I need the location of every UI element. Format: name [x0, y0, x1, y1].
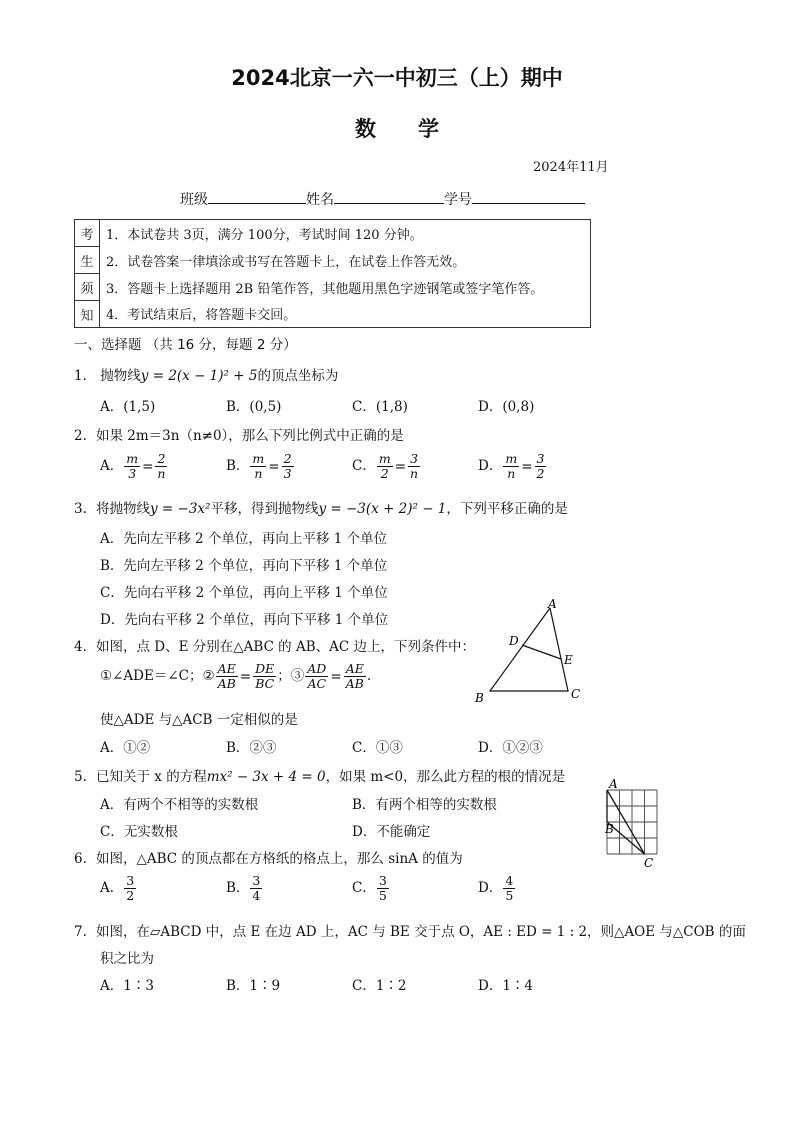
section-title: 一、选择题 （共 16 分，每题 2 分）: [74, 337, 297, 353]
question-number: 1.: [74, 368, 87, 384]
q7-option-b[interactable]: B．1∶9: [226, 978, 281, 994]
question-2: [74, 424, 404, 444]
notice-rule: 4．考试结束后，将答题卡交回。: [100, 301, 591, 328]
student-info-row: [180, 189, 585, 209]
q5-option-c[interactable]: C．无实数根: [100, 824, 178, 840]
q6-option-b[interactable]: B． $\frac{3}{4}$: [226, 873, 261, 903]
question-number: 5.: [74, 769, 87, 785]
q4-option-a[interactable]: A．①②: [100, 740, 151, 756]
q5-option-b[interactable]: B．有两个相等的实数根: [352, 797, 497, 813]
q1-option-c[interactable]: C．(1,8): [352, 399, 408, 415]
question-number: 7.: [74, 924, 87, 940]
q6-option-c[interactable]: C． $\frac{3}{5}$: [352, 873, 387, 903]
label-a: A: [609, 777, 618, 791]
q6-option-d[interactable]: D． $\frac{4}{5}$: [478, 873, 514, 903]
question-text: 积之比为: [100, 951, 154, 967]
exam-notice-box: [74, 219, 591, 328]
label-d: D: [509, 634, 519, 648]
q2-option-c[interactable]: C． $\frac{m}{2}$ = $\frac{3}{n}$: [352, 451, 419, 481]
notice-rule: 2．试卷答案一律填涂或书写在答题卡上，在试卷上作答无效。: [100, 247, 591, 274]
question-4: [74, 635, 475, 655]
question-number: 6.: [74, 851, 87, 867]
question-text: 如图，△ABC 的顶点都在方格纸的格点上，那么 sinA 的值为: [96, 851, 463, 867]
grid-lines: [607, 790, 657, 854]
question-1: [74, 364, 338, 384]
notice-side-char: 生: [75, 247, 100, 274]
notice-side-char: 考: [75, 220, 100, 247]
q5-option-a[interactable]: A．有两个不相等的实数根: [100, 797, 259, 813]
math-expression: y = 2(x − 1)² + 5: [140, 368, 258, 384]
q4-conditions: ①∠ADE＝∠C；② $\frac{AE}{AB}$ = $\frac{DE}{BC}$ ；③ $\frac{AD}{AC}$ = $\frac{AE}{AB}$ .: [100, 661, 372, 691]
exam-title: 2024北京一六一中初三（上）期中: [231, 66, 563, 90]
notice-rule: 3．答题卡上选择题用 2B 铅笔作答，其他题用黑色字迹钢笔或签字笔作答。: [100, 274, 591, 301]
q2-option-d[interactable]: D． $\frac{m}{n}$ = $\frac{3}{2}$: [478, 451, 545, 481]
q1-option-d[interactable]: D．(0,8): [478, 399, 535, 415]
label-c: C: [644, 856, 654, 868]
q4-option-b[interactable]: B．②③: [226, 740, 277, 756]
question-text: 如图，在▱ABCD 中，点 E 在边 AD 上，AC 与 BE 交于点 O，AE : ED = 1 : 2，则△AOE 与△COB 的面: [96, 924, 746, 940]
name-label: 姓名: [306, 192, 334, 208]
q3-option-c[interactable]: C．先向右平移 2 个单位，再向上平移 1 个单位: [100, 585, 388, 601]
q2-option-a[interactable]: A． $\frac{m}{3}$ = $\frac{2}{n}$: [100, 451, 166, 481]
q1-option-b[interactable]: B．(0,5): [226, 399, 282, 415]
q7-option-c[interactable]: C．1∶2: [352, 978, 407, 994]
label-e: E: [564, 653, 573, 667]
label-b: B: [605, 822, 614, 836]
question-text: 的顶点坐标为: [257, 368, 339, 384]
id-label: 学号: [444, 192, 472, 208]
question-6: [74, 847, 463, 867]
q5-option-d[interactable]: D．不能确定: [352, 824, 431, 840]
q6-grid-figure: [600, 776, 665, 868]
class-field[interactable]: [208, 189, 306, 204]
question-5: 5. 已知关于 x 的方程mx² − 3x + 4 = 0，如果 m<0，那么此方程的根的情况是: [74, 769, 566, 785]
question-number: 2.: [74, 428, 87, 444]
label-b: B: [475, 691, 484, 705]
class-label: 班级: [180, 192, 208, 208]
q4-option-c[interactable]: C．①③: [352, 740, 403, 756]
question-number: 4.: [74, 639, 87, 655]
segment-de: [522, 645, 561, 659]
q7-option-d[interactable]: D．1∶4: [478, 978, 534, 994]
question-text: 使△ADE 与△ACB 一定相似的是: [100, 712, 298, 728]
question-text: 抛物线: [100, 368, 141, 384]
triangle-abc: [490, 608, 568, 691]
q3-option-a[interactable]: A．先向左平移 2 个单位，再向上平移 1 个单位: [100, 531, 388, 547]
subject-title: 数 学: [355, 117, 439, 141]
notice-rule: 1．本试卷共 3页，满分 100分，考试时间 120 分钟。: [100, 220, 591, 247]
name-field[interactable]: [334, 189, 444, 204]
q3-option-d[interactable]: D．先向右平移 2 个单位，再向下平移 1 个单位: [100, 612, 389, 628]
question-text: 如果 2m＝3n（n≠0），那么下列比例式中正确的是: [96, 428, 404, 444]
q1-option-a[interactable]: A．(1,5): [100, 399, 156, 415]
notice-side-char: 须: [75, 274, 100, 301]
q4-option-d[interactable]: D．①②③: [478, 740, 543, 756]
label-c: C: [571, 687, 581, 701]
id-field[interactable]: [472, 189, 585, 204]
q7-option-a[interactable]: A．1∶3: [100, 978, 154, 994]
label-a: A: [548, 597, 557, 611]
question-3: 3. 将抛物线y = −3x²平移，得到抛物线y = −3(x + 2)² − 1，下列平移正确的是: [74, 501, 568, 517]
q4-triangle-figure: [470, 596, 590, 711]
question-7: [74, 920, 746, 940]
question-text: 如图，点 D、E 分别在△ABC 的 AB、AC 边上，下列条件中：: [96, 639, 476, 655]
q6-option-a[interactable]: A． $\frac{3}{2}$: [100, 873, 135, 903]
q3-option-b[interactable]: B．先向左平移 2 个单位，再向下平移 1 个单位: [100, 558, 388, 574]
question-number: 3.: [74, 501, 87, 517]
notice-side-char: 知: [75, 301, 100, 328]
q2-option-b[interactable]: B． $\frac{m}{n}$ = $\frac{2}{3}$: [226, 451, 292, 481]
exam-date: 2024年11月: [533, 160, 609, 175]
